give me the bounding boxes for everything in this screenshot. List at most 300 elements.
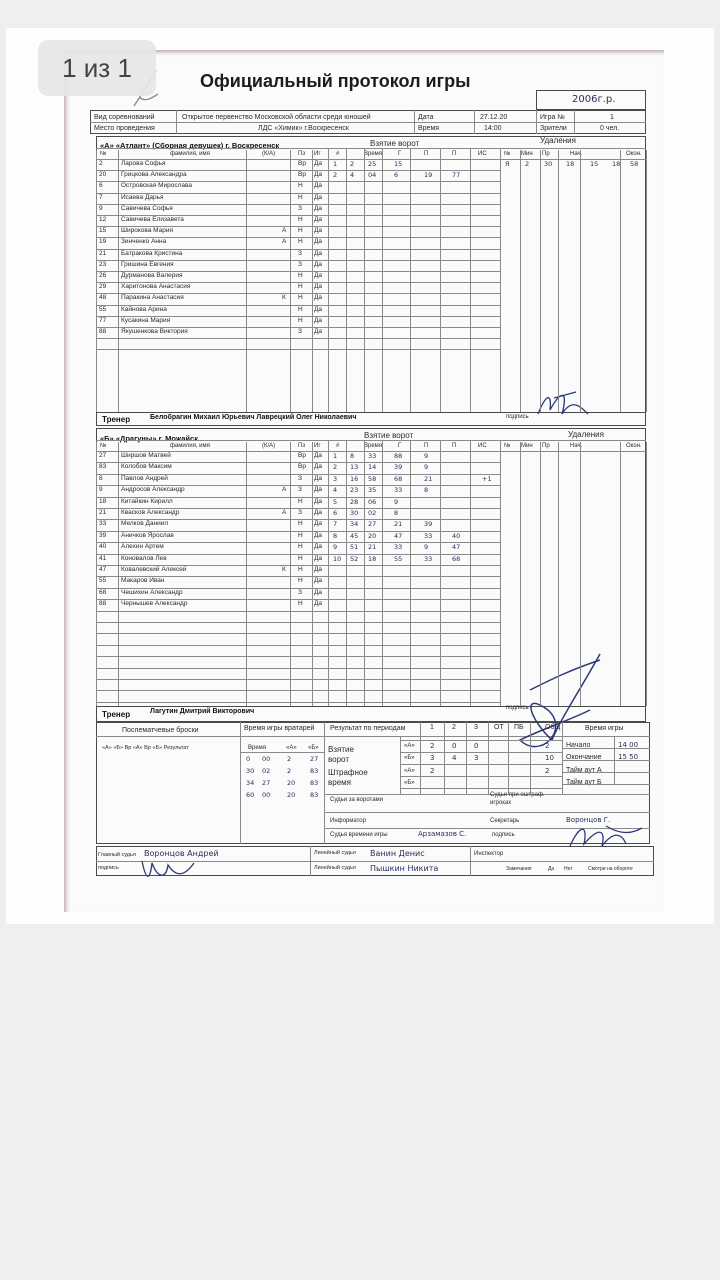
team-a-player-played: Да — [314, 171, 323, 179]
team-b-goal-cell: 68 — [394, 474, 403, 483]
team-b-player-no: 41 — [99, 554, 107, 562]
a-period-goals: 0 — [474, 742, 479, 750]
goalie-a: 20 — [287, 779, 296, 787]
team-a-player-name: Батракова Кристина — [121, 249, 183, 257]
team-b-col-p1: П — [424, 443, 429, 449]
rule-line — [466, 722, 467, 794]
spectators-label: Зрители — [540, 125, 567, 132]
team-b-player-pos: З — [298, 509, 302, 516]
team-a-col-pr: Пр — [542, 151, 550, 157]
team-b-col-goal-no: # — [336, 443, 340, 449]
game-value: 1 — [610, 114, 614, 121]
team-b-player-played: Да — [314, 566, 323, 573]
team-b-player-pos: Вр — [298, 463, 306, 471]
time-value: 14:00 — [484, 125, 502, 132]
team-a-sign-label: подпись — [506, 414, 529, 420]
rule-line — [444, 722, 445, 794]
team-b-player-played: Да — [314, 554, 323, 562]
team-a-goal-cell: 04 — [368, 171, 377, 180]
team-a-col-no: № — [100, 151, 107, 157]
team-a-player-no: 20 — [99, 171, 107, 179]
rule-line — [500, 442, 501, 706]
team-a-player-name: Ларова Софья — [121, 160, 166, 167]
team-b-goal-cell: 47 — [452, 543, 461, 552]
team-a-col-ka: (К/А) — [262, 151, 276, 157]
team-a-player-no: 26 — [99, 272, 107, 279]
team-b-player-ka: К — [282, 566, 286, 573]
rule-line — [346, 148, 347, 412]
penalty-judges-label: Судьи при оштраф. игроках — [490, 792, 545, 806]
team-b-goal-cell: 68 — [452, 554, 461, 563]
team-b-goal-cell: 39 — [394, 463, 403, 472]
team-b-player-no: 68 — [99, 588, 107, 596]
a-pim-total: 2 — [545, 767, 550, 775]
team-b-goal-cell: 5 — [333, 497, 338, 506]
rule-line — [410, 440, 411, 706]
rule-line — [646, 150, 647, 412]
rule-line — [400, 752, 562, 753]
goalie-col: «А» — [286, 745, 297, 751]
team-b-player-pos: Н — [298, 577, 303, 585]
rule-line — [410, 148, 411, 412]
secretary-value: Воронцов Г. — [566, 816, 611, 824]
team-a-player-played: Да — [314, 272, 323, 279]
team-a-player-name: Широкова Мария — [121, 227, 174, 235]
team-a-player-ka: К — [282, 294, 286, 302]
secretary-label: Секретарь — [490, 818, 520, 824]
team-a-player-pos: З — [298, 204, 302, 212]
goalie-time: 0 — [246, 755, 251, 763]
team-b-player-pos: Н — [298, 520, 303, 528]
time-label: Время — [418, 125, 440, 132]
summary-sign-label: подпись — [492, 832, 515, 838]
team-a-player-pos: Вр — [298, 171, 306, 179]
team-b-goal-cell: 7 — [333, 520, 338, 529]
team-a-player-played: Да — [314, 249, 323, 257]
team-a-player-no: 23 — [99, 260, 107, 268]
rule-line — [620, 150, 621, 412]
line1-label: Линейный судья — [314, 850, 356, 856]
competition-label: Вид соревнований — [94, 114, 155, 121]
team-a-goal-cell: 2 — [350, 160, 355, 168]
rule-line — [328, 148, 329, 412]
team-a-pen-cell: 18 — [612, 160, 621, 168]
team-b-coach: Лагутин Дмитрий Викторович — [150, 708, 255, 715]
page-counter: 1 из 1 — [38, 40, 156, 96]
protocol-title: Официальный протокол игры — [200, 71, 471, 91]
team-b-player-played: Да — [314, 520, 323, 528]
informer-label: Информатор — [330, 818, 366, 824]
team-b-player-played: Да — [314, 486, 323, 494]
team-b-player-pos: Н — [298, 554, 303, 562]
team-a-player-name: Кусакина Мария — [121, 316, 171, 324]
team-a-player-name: Савичева Елизавета — [121, 216, 184, 223]
goalie-time: 34 — [246, 779, 255, 787]
team-b-col-time: Время — [364, 443, 383, 449]
team-b-player-name: Аничков Ярослав — [121, 531, 174, 539]
remarks-no: Нет — [564, 866, 573, 872]
team-b-col-pos: Пз — [298, 443, 306, 449]
line2-label: Линейный судья — [314, 865, 356, 871]
team-b-goal-cell: 27 — [368, 520, 377, 529]
team-b-goal-cell: 45 — [350, 531, 359, 540]
team-b-goal-cell: 21 — [424, 474, 433, 483]
team-b-player-name: Макаров Иван — [121, 577, 165, 585]
team-a-player-no: 19 — [99, 238, 107, 246]
team-a-player-played: Да — [314, 182, 323, 190]
rule-line — [118, 442, 119, 706]
team-b-sign-label: подпись — [506, 705, 529, 711]
team-b-player-played: Да — [314, 474, 323, 482]
period-header: 2 — [452, 724, 456, 731]
rule-line — [558, 442, 559, 706]
goalie-time: 30 — [246, 767, 255, 775]
team-a-player-pos: Н — [298, 238, 303, 246]
team-b-pen-title: Удаления — [568, 430, 604, 439]
team-a-pen-cell: 58 — [630, 160, 639, 168]
team-b-player-pos: Н — [298, 543, 303, 551]
team-b-player-ka: А — [282, 486, 287, 494]
team-b-player-pos: Н — [298, 531, 303, 539]
rule-line — [520, 150, 521, 412]
team-a-player-name: Гришина Евгения — [121, 260, 174, 268]
goalie-a: 20 — [287, 791, 296, 799]
pim-team-a: «А» — [404, 768, 415, 774]
team-b-player-played: Да — [314, 588, 323, 596]
team-b-player-name: Коновалов Лев — [121, 554, 167, 562]
inspector-label: Инспектор — [474, 851, 504, 857]
start-label: Начало — [566, 742, 591, 749]
team-b-goal-cell: 20 — [368, 531, 377, 540]
timeout-a-label: Тайм аут А — [566, 767, 602, 774]
rule-line — [96, 150, 97, 412]
team-b-col-end: Окон. — [626, 443, 642, 449]
team-b-player-played: Да — [314, 543, 323, 551]
goal-judges-label: Судьи за воротами — [330, 797, 384, 803]
remarks-yes: Да — [548, 866, 555, 872]
team-b-player-pos: З — [298, 588, 302, 596]
rule-line — [400, 736, 401, 794]
team-b-goal-cell: 39 — [424, 520, 433, 529]
team-a-col-goal-no: # — [336, 151, 340, 157]
rule-line — [646, 442, 647, 706]
team-a-pen-title: Удаления — [540, 136, 576, 145]
team-b-title: «Б» «Драгуны» г. Можайск — [100, 434, 198, 443]
officials-sign-label: подпись — [98, 865, 119, 871]
team-a-table — [96, 136, 646, 426]
team-a-col-is: ИС — [478, 151, 487, 157]
goalie-b: 83 — [310, 779, 319, 787]
team-b-player-played: Да — [314, 531, 323, 539]
team-b-player-pos: Н — [298, 497, 303, 505]
team-a-player-no: 77 — [99, 316, 107, 324]
team-b-player-ka: А — [282, 509, 287, 516]
team-b-col-name: фамилия, имя — [170, 443, 210, 449]
rule-line — [290, 150, 291, 412]
rule-line — [382, 440, 383, 706]
team-b-goal-cell: 33 — [424, 554, 433, 563]
team-b-player-pos: Н — [298, 600, 303, 608]
team-a-goal-cell: 25 — [368, 160, 377, 168]
rule-line — [364, 440, 365, 706]
team-b-goal-cell: 6 — [333, 509, 338, 517]
team-a-player-no: 21 — [99, 249, 107, 257]
goals-label: Взятие ворот — [328, 745, 354, 764]
remarks-label: Замечания — [506, 866, 532, 872]
team-b-goal-cell: 8 — [350, 452, 355, 460]
period-header: ОТ — [494, 724, 504, 731]
rule-line — [400, 788, 562, 789]
team-a-col-name: фамилия, имя — [170, 151, 210, 157]
chief-signature — [138, 855, 198, 883]
a-pim: 2 — [430, 767, 435, 775]
team-b-player-no: 47 — [99, 566, 107, 573]
team-b-goal-cell: 51 — [350, 543, 359, 552]
team-a-col-end: Окон. — [626, 151, 642, 157]
team-b-goal-cell: 33 — [424, 531, 433, 540]
rule-line — [346, 440, 347, 706]
goalie-time: 00 — [262, 791, 271, 799]
team-b-player-played: Да — [314, 463, 323, 471]
team-b-goal-cell: 52 — [350, 554, 359, 563]
team-b-goal-cell: 35 — [368, 486, 377, 495]
a-period-goals: 2 — [545, 742, 550, 750]
team-a-col-p1: П — [424, 151, 429, 157]
team-b-goal-cell: 3 — [333, 474, 338, 483]
rule-line — [118, 150, 119, 412]
team-b-player-no: 55 — [99, 577, 107, 585]
team-a-player-ka: А — [282, 227, 287, 235]
b-period-goals: 3 — [474, 754, 479, 762]
team-b-goal-cell: 10 — [333, 554, 342, 563]
team-a-col-pos: Пз — [298, 151, 306, 157]
shootouts-label: Послематчевые броски — [122, 727, 199, 734]
team-a-coach-signature — [532, 384, 592, 424]
team-b-goal-cell: 8 — [394, 509, 399, 517]
rule-line — [96, 442, 97, 706]
team-a-coach-label: Тренер — [102, 415, 131, 424]
team-a-pen-cell: 30 — [544, 160, 553, 168]
team-a-goal-cell: 19 — [424, 171, 433, 180]
rule-line — [246, 442, 247, 706]
team-b-col-ka: (К/А) — [262, 443, 276, 449]
result-team-b: «Б» — [404, 755, 415, 761]
team-b-coach-signature — [500, 650, 610, 760]
line2-value: Пышкин Никита — [370, 864, 439, 873]
rule-line — [580, 442, 581, 706]
team-a-player-played: Да — [314, 316, 323, 324]
team-b-col-no: № — [100, 443, 107, 449]
team-b-goal-cell: 40 — [452, 531, 461, 540]
team-b-player-played: Да — [314, 577, 323, 585]
rule-line — [558, 150, 559, 412]
team-a-player-name: Паракина Анастасия — [121, 294, 184, 302]
team-b-player-no: 21 — [99, 509, 107, 516]
team-b-goal-cell: 88 — [394, 452, 403, 460]
team-a-player-name: Савичева Софья — [121, 204, 173, 212]
team-a-goal-cell: 6 — [394, 171, 399, 180]
team-a-player-no: 7 — [99, 193, 103, 201]
secretary-signature — [566, 818, 646, 854]
team-b-player-no: 39 — [99, 531, 107, 539]
team-a-player-name: Исаева Дарья — [121, 193, 164, 201]
a-period-goals: 2 — [430, 742, 435, 750]
team-b-goal-cell: +1 — [482, 474, 492, 483]
team-b-player-name: Алехин Артем — [121, 543, 164, 551]
team-a-col-g: Г — [398, 151, 402, 157]
team-b-goal-cell: 28 — [350, 497, 359, 506]
rule-line — [382, 148, 383, 412]
team-b-player-pos: Н — [298, 566, 303, 573]
team-a-player-pos: Н — [298, 294, 303, 302]
team-b-goal-cell: 9 — [394, 497, 399, 506]
team-a-player-pos: Н — [298, 283, 303, 291]
team-b-player-pos: З — [298, 474, 302, 482]
team-b-goal-cell: 34 — [350, 520, 359, 529]
team-a-player-name: Харитонова Анастасия — [121, 283, 191, 291]
timeout-b-label: Тайм аут Б — [566, 779, 602, 786]
team-a-player-played: Да — [314, 238, 323, 246]
team-b-player-no: 9 — [99, 486, 103, 494]
rule-line — [530, 722, 531, 794]
spectators-value: 0 чел. — [600, 125, 620, 132]
team-a-player-pos: Н — [298, 227, 303, 235]
team-b-player-no: 40 — [99, 543, 107, 551]
team-b-player-name: Колобов Максим — [121, 463, 172, 471]
chief-label: Главный судья — [98, 852, 136, 858]
team-a-player-pos: Н — [298, 216, 303, 223]
team-b-player-pos: Вр — [298, 452, 306, 459]
rule-line — [520, 442, 521, 706]
team-b-player-played: Да — [314, 509, 323, 516]
team-b-player-no: 88 — [99, 600, 107, 608]
team-a-player-no: 15 — [99, 227, 107, 235]
rule-line — [420, 722, 421, 794]
team-a-goal-cell: 2 — [333, 171, 338, 180]
team-b-goal-cell: 02 — [368, 509, 377, 517]
goalie-time: 27 — [262, 779, 271, 787]
team-b-goal-cell: 18 — [368, 554, 377, 563]
a-period-goals: 0 — [452, 742, 457, 750]
rule-line — [400, 776, 562, 777]
team-b-col-min: Мин — [521, 443, 533, 449]
team-b-goals-title: Взятие ворот — [364, 431, 414, 440]
goalie-b: 27 — [310, 755, 319, 763]
team-b-goal-cell: 55 — [394, 554, 403, 563]
team-a-player-played: Да — [314, 283, 323, 291]
team-b-col-g: Г — [398, 443, 402, 449]
team-a-col-start: Нач. — [570, 151, 583, 157]
rule-line — [580, 150, 581, 412]
team-a-player-no: 29 — [99, 283, 107, 291]
team-a-player-played: Да — [314, 160, 323, 167]
b-period-goals: 10 — [545, 754, 554, 762]
team-a-player-ka: А — [282, 238, 287, 246]
period-header: Общ — [545, 724, 561, 731]
team-b-goal-cell: 8 — [333, 531, 338, 540]
team-a-player-played: Да — [314, 260, 323, 268]
b-period-goals: 3 — [430, 754, 435, 762]
game-label: Игра № — [540, 114, 565, 121]
team-a-pen-cell: 2 — [525, 160, 530, 168]
team-a-player-played: Да — [314, 305, 323, 313]
team-b-goal-cell: 06 — [368, 497, 377, 506]
rule-line — [620, 442, 621, 706]
team-b-col-pr: Пр — [542, 443, 550, 449]
team-a-player-pos: Вр — [298, 160, 306, 167]
team-b-player-name: Чернышев Александр — [121, 600, 188, 608]
goalie-time: 60 — [246, 791, 255, 799]
rule-line — [470, 148, 471, 412]
rule-line — [364, 148, 365, 412]
team-a-goal-cell: 77 — [452, 171, 461, 180]
team-a-pen-cell: 18 — [566, 160, 575, 168]
team-a-player-played: Да — [314, 294, 323, 302]
goalie-b: 83 — [310, 791, 319, 799]
rule-line — [328, 440, 329, 706]
timekeeper-label: Судья времени игры — [330, 832, 388, 838]
team-a-col-min: Мин — [521, 151, 533, 157]
team-b-goal-cell: 33 — [394, 543, 403, 552]
team-b-goal-cell: 9 — [424, 543, 429, 552]
team-b-goal-cell: 9 — [424, 463, 429, 472]
team-a-player-no: 12 — [99, 216, 107, 223]
team-a-player-played: Да — [314, 204, 323, 212]
venue-label: Место проведения — [94, 125, 155, 132]
team-b-goal-cell: 33 — [368, 452, 377, 460]
team-a-col-time: Время — [364, 151, 383, 157]
rule-line — [500, 150, 501, 412]
team-a-title: «А» «Атлант» (Сборная девушек) г. Воскресенск — [100, 141, 280, 150]
team-b-goal-cell: 9 — [424, 452, 429, 460]
rule-line — [540, 150, 541, 412]
team-b-player-name: Чешихин Александр — [121, 588, 183, 596]
team-a-player-pos: Н — [298, 305, 303, 313]
team-b-player-no: 8 — [99, 474, 103, 482]
team-b-player-name: Квасков Александр — [121, 509, 180, 516]
team-b-player-no: 27 — [99, 452, 107, 459]
team-b-col-pen-no: № — [504, 443, 511, 449]
team-b-player-name: Ковалевский Алексей — [121, 566, 187, 573]
team-a-player-pos: З — [298, 260, 302, 268]
team-a-player-played: Да — [314, 328, 323, 335]
team-b-col-p2: П — [452, 443, 457, 449]
rule-line — [508, 722, 509, 794]
competition-value: Открытое первенство Московской области среди юношей — [182, 114, 371, 121]
team-b-goal-cell: 2 — [333, 463, 338, 472]
result-label: Результат по периодам — [330, 725, 406, 732]
team-a-player-no: 6 — [99, 182, 103, 190]
team-b-goal-cell: 16 — [350, 474, 359, 483]
team-a-player-pos: Н — [298, 316, 303, 324]
team-a-player-name: Дурманова Валерия — [121, 272, 183, 279]
result-team-a: «А» — [404, 743, 415, 749]
rule-line — [562, 760, 650, 761]
team-b-goal-cell: 33 — [394, 486, 403, 495]
line1-value: Ванин Денис — [370, 849, 425, 858]
team-b-player-no: 33 — [99, 520, 107, 528]
chief-value: Воронцов Андрей — [144, 849, 219, 858]
team-a-player-no: 2 — [99, 160, 103, 167]
team-b-player-name: Мелков Даниил — [121, 520, 169, 528]
goalie-time: 00 — [262, 755, 271, 763]
date-label: Дата — [418, 114, 434, 121]
team-b-goal-cell: 4 — [333, 486, 338, 495]
team-a-player-pos: Н — [298, 272, 303, 279]
team-b-goal-cell: 9 — [333, 543, 338, 552]
team-b-player-name: Павлов Андрей — [121, 474, 168, 482]
rule-line — [312, 150, 313, 412]
